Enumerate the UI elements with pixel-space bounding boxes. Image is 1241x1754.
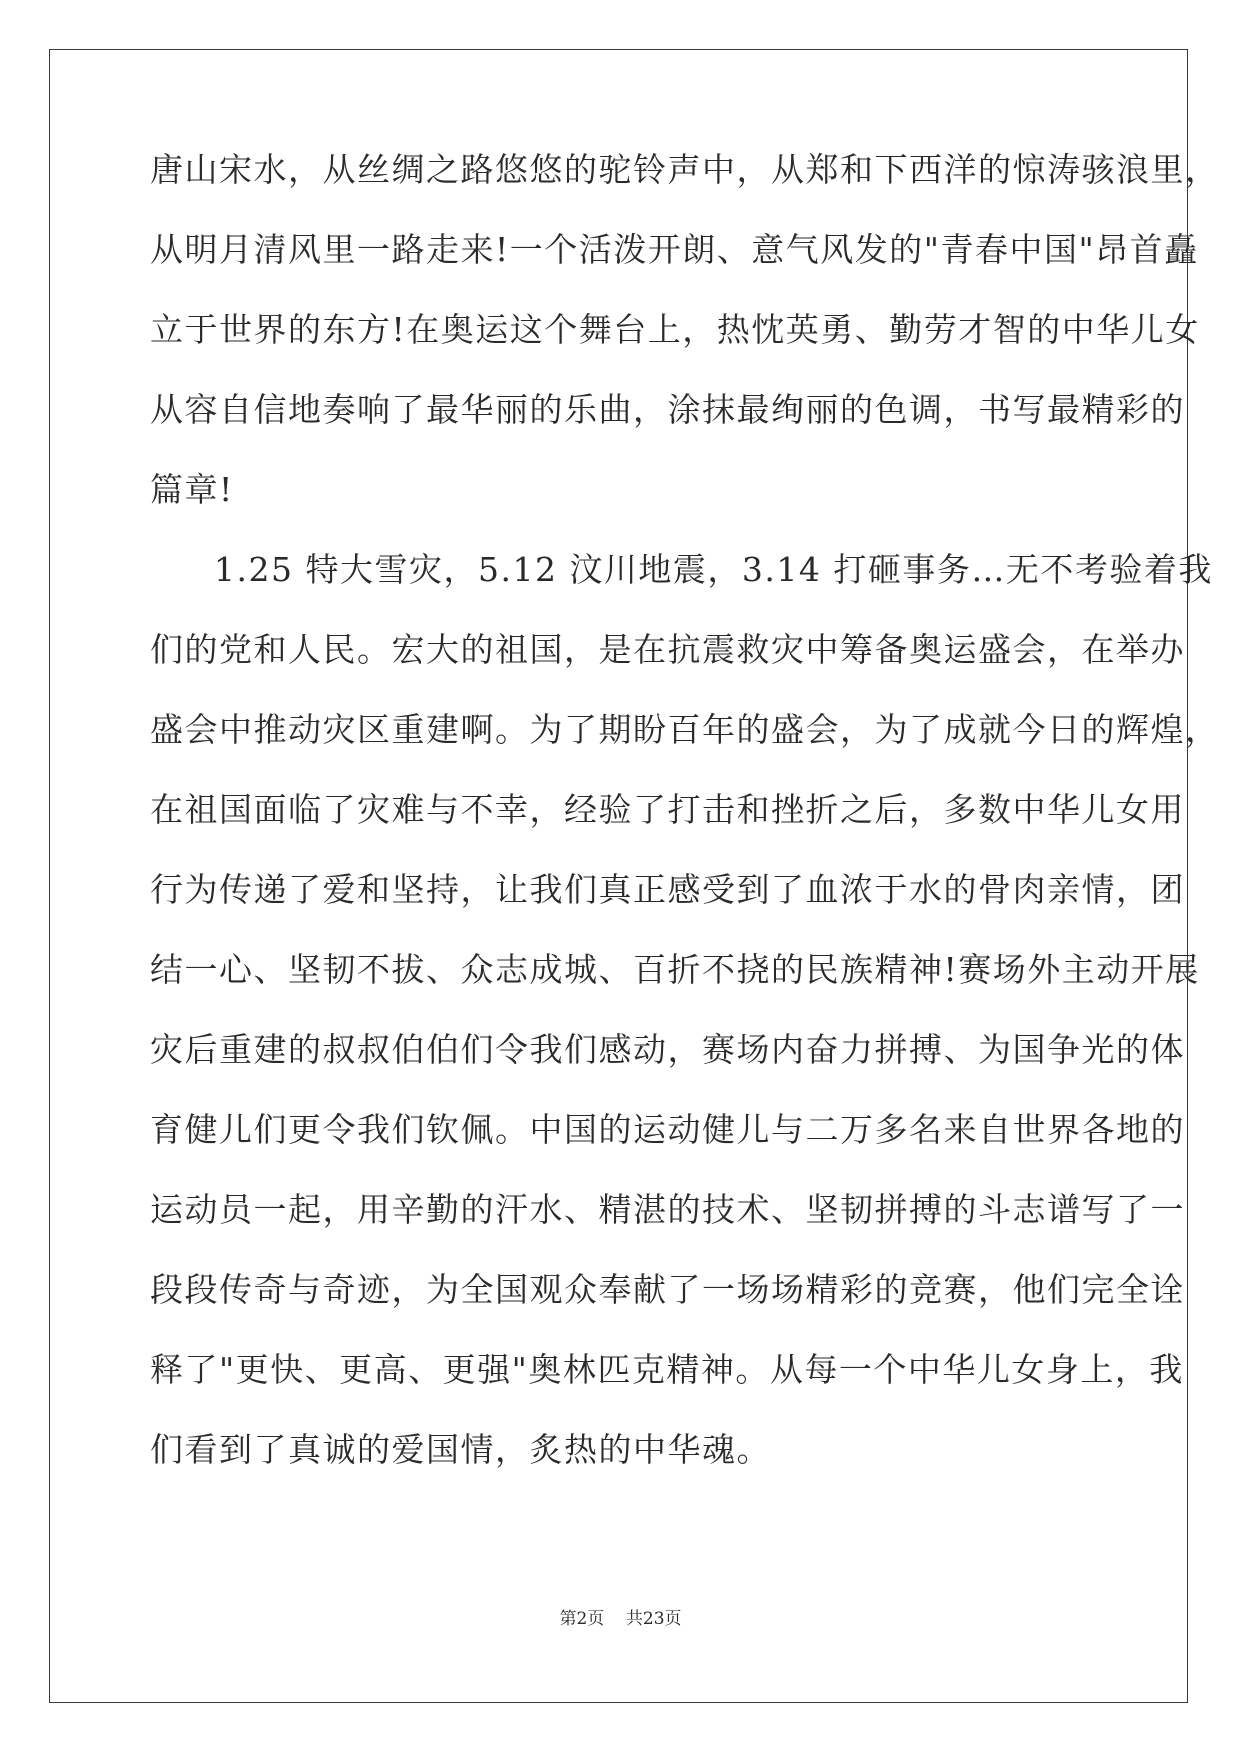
footer-total-suffix: 页 [664, 1609, 682, 1629]
body-line: 1.25 特大雪灾，5.12 汶川地震，3.14 打砸事务…无不考验着我 [214, 550, 1213, 589]
body-line: 释了"更快、更高、更强"奥林匹克精神。从每一个中华儿女身上，我 [150, 1350, 1184, 1389]
page-footer [0, 1607, 1241, 1631]
body-line: 从容自信地奏响了最华丽的乐曲，涂抹最绚丽的色调，书写最精彩的 [150, 390, 1185, 429]
body-line: 育健儿们更令我们钦佩。中国的运动健儿与二万多名来自世界各地的 [150, 1110, 1185, 1149]
body-line: 唐山宋水，从丝绸之路悠悠的驼铃声中，从郑和下西洋的惊涛骇浪里， [150, 150, 1220, 189]
body-line: 在祖国面临了灾难与不幸，经验了打击和挫折之后，多数中华儿女用 [150, 790, 1185, 829]
body-line: 灾后重建的叔叔伯伯们令我们感动，赛场内奋力拼搏、为国争光的体 [150, 1030, 1185, 1069]
body-line: 段段传奇与奇迹，为全国观众奉献了一场场精彩的竞赛，他们完全诠 [150, 1270, 1185, 1309]
body-line: 们看到了真诚的爱国情，炙热的中华魂。 [150, 1430, 771, 1469]
footer-current-page: 2 [576, 1609, 588, 1629]
footer-page-suffix: 页 共 [587, 1609, 643, 1629]
footer-page-prefix: 第 [559, 1609, 577, 1629]
body-line: 盛会中推动灾区重建啊。为了期盼百年的盛会，为了成就今日的辉煌， [150, 710, 1220, 749]
body-line: 篇章! [150, 470, 234, 509]
body-line: 运动员一起，用辛勤的汗水、精湛的技术、坚韧拼搏的斗志谱写了一 [150, 1190, 1185, 1229]
body-line: 结一心、坚韧不拔、众志成城、百折不挠的民族精神!赛场外主动开展 [150, 950, 1200, 989]
footer-total-pages: 23 [642, 1609, 665, 1629]
body-line: 从明月清风里一路走来!一个活泼开朗、意气风发的"青春中国"昂首矗 [150, 230, 1199, 269]
body-line: 们的党和人民。宏大的祖国，是在抗震救灾中筹备奥运盛会，在举办 [150, 630, 1185, 669]
body-line: 立于世界的东方!在奥运这个舞台上，热忱英勇、勤劳才智的中华儿女 [150, 310, 1200, 349]
body-line: 行为传递了爱和坚持，让我们真正感受到了血浓于水的骨肉亲情，团 [150, 870, 1185, 909]
